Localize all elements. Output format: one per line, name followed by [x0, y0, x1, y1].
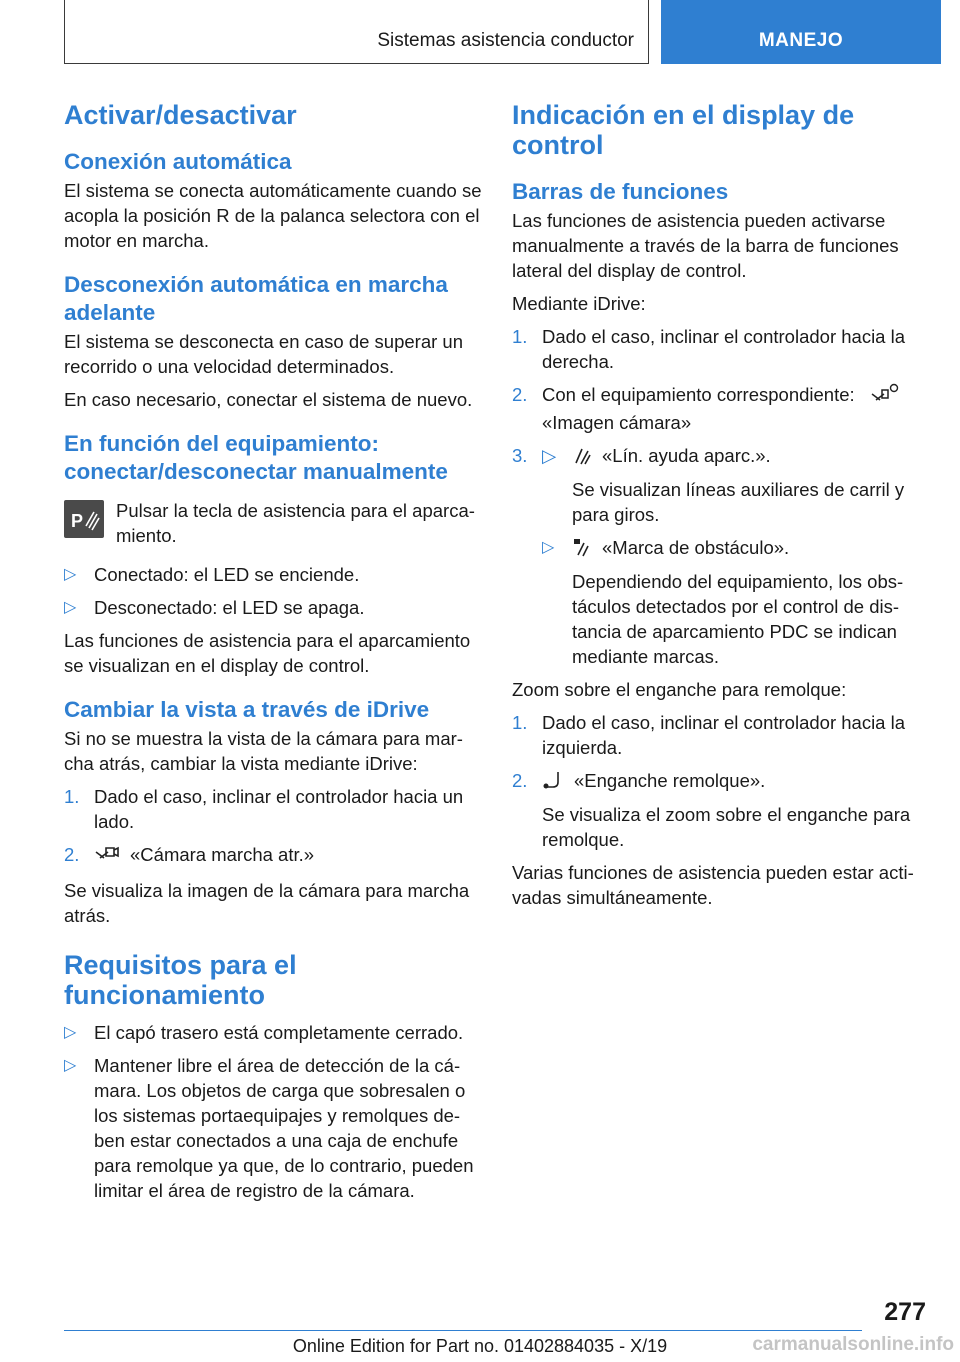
list-item: ▷ Mantener libre el área de detección de la cámara. Los objetos de carga que sobresalen o los sistemas portaequipajes y remolques deben estar conectados a una caja de enchufe para remolque ya que, de lo contrario, pueden limitar el área de registro de la cámara.: [64, 1055, 474, 1201]
text-varias-funciones: Varias funciones de asistencia pueden estar activadas simultáneamente.: [512, 862, 914, 908]
heading-cambiar-vista: Cambiar la vista a través de iDrive: [64, 697, 430, 722]
guide-lines-icon: [572, 445, 592, 471]
list-item: ▷ El capó trasero está completamente cerrado.: [64, 1022, 464, 1043]
header-chapter-title: MANEJO: [758, 30, 844, 51]
list-item: 3. ▷ «Lín. ayuda aparc.». Se visualizan líneas auxiliares de carril y para giros. ▷ «Marca de obstáculo». Dependiendo del equipamiento, los obstáculos detectados por el control de distancia de aparcamiento PDC se indican mediante marcas.: [512, 445, 905, 667]
parking-button-text: Pulsar la tecla de asistencia para el aparcamiento.: [116, 500, 475, 546]
triangle-bullet-icon: ▷: [64, 1057, 77, 1074]
triangle-bullet-icon: ▷: [64, 599, 77, 616]
list-item: 1. Dado el caso, inclinar el controlador hacia la derecha.: [512, 326, 906, 372]
idrive-steps: [512, 324, 932, 669]
list-item: 2. «Cámara marcha atr.»: [64, 842, 484, 870]
text-zoom: Zoom sobre el enganche para remolque:: [512, 679, 847, 700]
heading-activar: Activar/desactivar: [64, 100, 297, 130]
parking-button-row: [64, 498, 484, 548]
triangle-bullet-icon: ▷: [64, 566, 77, 583]
trailer-hitch-icon: [542, 770, 564, 796]
heading-requisitos: Requisitos para el funcionamiento: [64, 950, 297, 1010]
heading-conexion: Conexión automática: [64, 149, 292, 174]
header-chapter-tab: [661, 0, 941, 64]
text-mediante-idrive: Mediante iDrive:: [512, 293, 646, 314]
footer-edition: Online Edition for Part no. 01402884035 - X/19: [292, 1336, 668, 1356]
list-item: ▷ Conectado: el LED se enciende.: [64, 564, 360, 585]
camera-reverse-icon: [94, 844, 120, 870]
cambiar-steps: [64, 784, 484, 870]
header-section-box: [64, 0, 649, 64]
triangle-bullet-icon: ▷: [64, 1024, 77, 1041]
text-cambiar-vista: Si no se muestra la vista de la cámara para marcha atrás, cambiar la vista mediante iDrive:: [64, 728, 463, 774]
header-section-title: Sistemas asistencia conductor: [377, 30, 634, 51]
heading-indicacion-display: Indicación en el display de control: [512, 100, 855, 160]
list-item: ▷ Desconectado: el LED se apaga.: [64, 597, 365, 618]
left-column: [64, 100, 484, 1211]
triangle-bullet-icon: ▷: [542, 539, 555, 556]
list-item: 1. Dado el caso, inclinar el controlador hacia un lado.: [64, 786, 464, 832]
svg-text:P: P: [71, 511, 84, 531]
text-visualiza-imagen: Se visualiza la imagen de la cámara para marcha atrás.: [64, 880, 470, 926]
footer-watermark: carmanualsonline.info: [752, 1334, 954, 1355]
text-funciones-display: Las funciones de asistencia para el aparcamiento se visualizan en el display de control.: [64, 630, 471, 676]
triangle-bullet-icon: ▷: [542, 445, 557, 466]
parking-assist-button-icon: [64, 500, 104, 538]
footer-divider: [64, 1330, 862, 1331]
heading-desconexion: Desconexión automática en marcha adelante: [64, 272, 448, 325]
heading-funcion-equipamiento: En función del equipamiento: conectar/desconectar manualmente: [64, 431, 448, 484]
requisitos-list: [64, 1020, 484, 1203]
obstacle-marker-icon: [572, 537, 592, 563]
text-desconexion-1: El sistema se desconecta en caso de superar un recorrido o una velocidad determinados.: [64, 331, 464, 377]
zoom-steps: [512, 710, 932, 852]
text-barras: Las funciones de asistencia pueden activarse manualmente a través de la barra de funciones lateral del display de control.: [512, 210, 899, 281]
led-list: [64, 562, 484, 620]
list-item: 2. «Enganche remolque». Se visualiza el zoom sobre el enganche para remolque.: [512, 770, 911, 850]
list-item: 2. Con el equipamiento correspondiente: «Imagen cámara»: [512, 382, 932, 435]
heading-barras-funciones: Barras de funciones: [512, 179, 729, 204]
right-column: [512, 100, 932, 918]
text-desconexion-2: En caso necesario, conectar el sistema de nuevo.: [64, 389, 473, 410]
text-conexion: El sistema se conecta automáticamente cuando se acopla la posición R de la palanca selectora con el motor en marcha.: [64, 180, 482, 251]
list-item: 1. Dado el caso, inclinar el controlador hacia la izquierda.: [512, 712, 906, 758]
camera-settings-icon: [870, 382, 900, 410]
page-number: 277: [884, 1298, 926, 1326]
